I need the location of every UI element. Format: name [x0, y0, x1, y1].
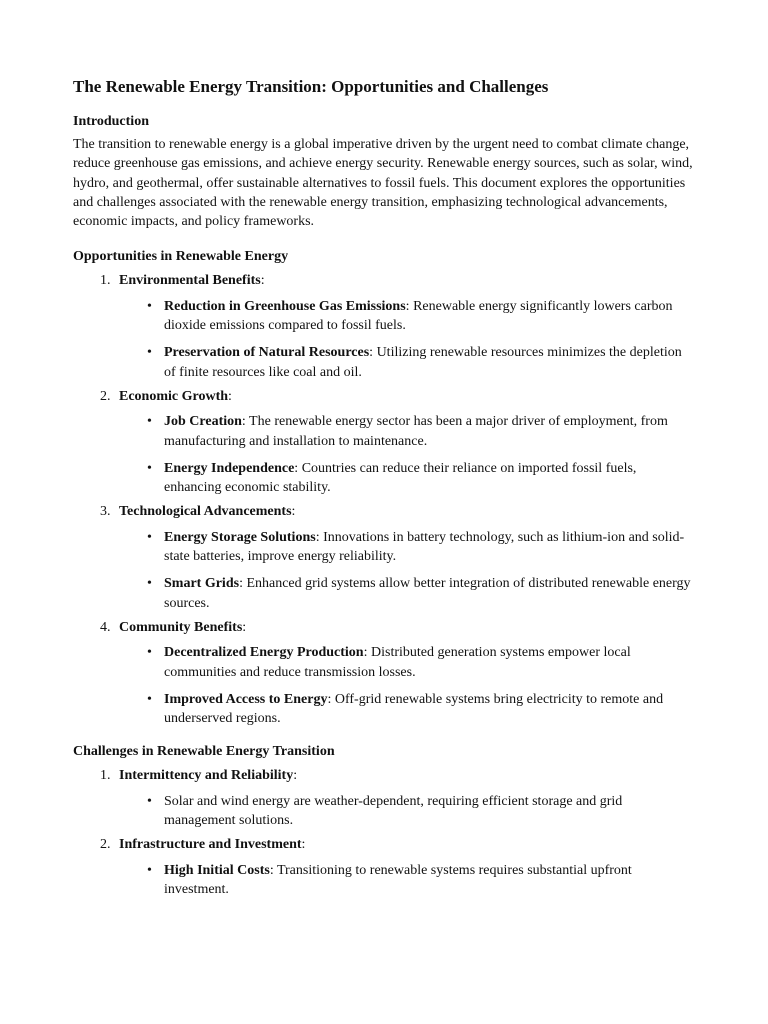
opportunities-item [73, 387, 695, 497]
bullet-list [119, 528, 695, 613]
bullet-colon: : [363, 645, 368, 661]
opportunities-item [73, 618, 695, 728]
bullet-icon: • [147, 414, 152, 430]
bullet-colon: : [294, 460, 299, 476]
bullet-text: The renewable energy sector has been a major driver of employment, from manufacturing and installation to maintenance. [164, 414, 668, 449]
list-item-heading [119, 835, 695, 854]
list-number: 2. [100, 837, 111, 853]
list-item-heading [119, 618, 695, 637]
bullet-list [119, 792, 695, 831]
list-item-colon: : [260, 273, 265, 289]
bullet-text: Transitioning to renewable systems requires substantial upfront investment. [164, 862, 632, 897]
bullet-colon: : [241, 414, 246, 430]
bullet-icon: • [147, 345, 152, 361]
bullet-icon: • [147, 862, 152, 878]
bullet-term: Preservation of Natural Resources [164, 345, 370, 361]
bullet-icon: • [147, 576, 152, 592]
opportunities-list [73, 271, 695, 728]
list-item-colon: : [301, 837, 306, 853]
bullet-item [119, 690, 695, 729]
bullet-colon: : [327, 691, 332, 707]
list-item-colon: : [242, 619, 247, 635]
list-item-title: Economic Growth [119, 388, 229, 404]
list-item-colon: : [293, 768, 298, 784]
list-item-title: Intermittency and Reliability [119, 768, 294, 784]
bullet-colon: : [239, 576, 243, 592]
bullet-text: Off-grid renewable systems bring electricity to remote and underserved regions. [164, 691, 664, 727]
bullet-item [119, 574, 695, 613]
bullet-item [119, 528, 695, 567]
list-item-heading [119, 387, 695, 406]
bullet-item [119, 459, 695, 498]
bullet-icon: • [147, 793, 152, 809]
bullet-text: Countries can reduce their reliance on imported fossil fuels, enhancing economic stability. [164, 460, 637, 496]
bullet-term: Smart Grids [164, 576, 240, 592]
opportunities-item [73, 271, 695, 381]
challenges-heading: Challenges in Renewable Energy Transition [73, 744, 335, 760]
bullet-text: Renewable energy significantly lowers carbon dioxide emissions compared to fossil fuels. [164, 298, 673, 334]
bullet-colon: : [269, 862, 274, 878]
bullet-text: Enhanced grid systems allow better integration of distributed renewable energy sources. [164, 576, 691, 611]
bullet-term: Improved Access to Energy [164, 691, 328, 707]
bullet-text: Distributed generation systems empower local communities and reduce transmission losses. [164, 645, 631, 680]
list-number: 4. [100, 619, 111, 635]
opportunities-heading: Opportunities in Renewable Energy [73, 249, 289, 265]
bullet-term: Reduction in Greenhouse Gas Emissions [164, 298, 406, 314]
list-item-heading [119, 502, 695, 521]
bullet-term: Decentralized Energy Production [164, 645, 364, 661]
bullet-colon: : [405, 298, 410, 314]
challenges-item [73, 835, 695, 899]
bullet-item [119, 643, 695, 682]
list-item-colon: : [228, 388, 232, 404]
list-number: 2. [100, 388, 111, 404]
bullet-term: Energy Independence [164, 460, 295, 476]
introduction-paragraph: The transition to renewable energy is a global imperative driven by the urgent need to combat climate change, reduce greenhouse gas emissions, and achieve energy security. Renewable energy sources, such as solar, wind, hydro, and geothermal, offer sustainable alternatives to fossil fuels. This document explores the opportunities and challenges associated with the renewable energy transition, emphasizing technological advancements, economic impacts, and policy frameworks. [73, 137, 693, 230]
bullet-item [119, 792, 695, 831]
list-number: 3. [100, 504, 111, 520]
bullet-item [119, 412, 695, 451]
list-item-title: Community Benefits [119, 619, 243, 635]
bullet-icon: • [147, 460, 152, 476]
bullet-item [119, 861, 695, 900]
opportunities-item [73, 502, 695, 612]
bullet-list [119, 297, 695, 382]
bullet-term: High Initial Costs [164, 862, 270, 878]
bullet-text: Utilizing renewable resources minimizes the depletion of finite resources like coal and oil. [164, 345, 682, 380]
document-title: The Renewable Energy Transition: Opportunities and Challenges [73, 77, 549, 96]
bullet-icon: • [147, 645, 152, 661]
bullet-colon: : [369, 345, 374, 361]
bullet-list [119, 643, 695, 728]
list-item-heading [119, 271, 695, 290]
challenges-item [73, 766, 695, 830]
bullet-icon: • [147, 298, 152, 314]
bullet-text: Innovations in battery technology, such as lithium-ion and solid-state batteries, improve energy reliability. [164, 529, 685, 565]
bullet-colon: : [315, 529, 320, 545]
bullet-icon: • [147, 691, 152, 707]
bullet-list [119, 861, 695, 900]
bullet-item [119, 297, 695, 336]
list-item-title: Infrastructure and Investment [119, 837, 302, 853]
challenges-list [73, 766, 695, 899]
list-item-heading [119, 766, 695, 785]
bullet-item [119, 343, 695, 382]
list-item-colon: : [291, 504, 296, 520]
list-item-title: Environmental Benefits [119, 273, 261, 289]
introduction-heading: Introduction [73, 114, 149, 129]
bullet-term: Job Creation [164, 414, 242, 430]
list-number: 1. [100, 768, 111, 784]
bullet-list [119, 412, 695, 497]
bullet-text: Solar and wind energy are weather-dependent, requiring efficient storage and grid management solutions. [164, 793, 623, 829]
bullet-icon: • [147, 529, 152, 545]
list-item-title: Technological Advancements [119, 504, 292, 520]
list-number: 1. [100, 273, 111, 289]
bullet-term: Energy Storage Solutions [164, 529, 316, 545]
